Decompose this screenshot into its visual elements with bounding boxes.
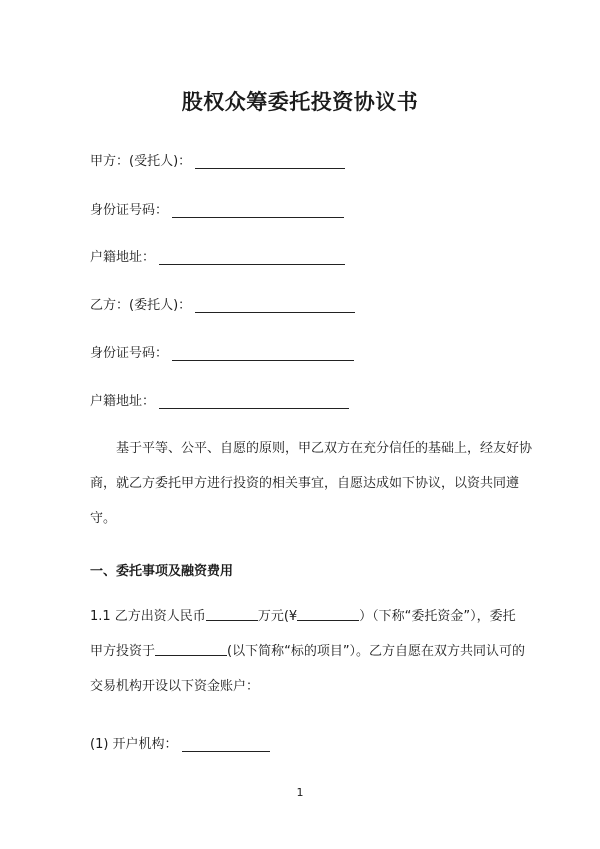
account-org-blank — [182, 739, 270, 752]
party-b-blank — [195, 300, 355, 313]
party-b-label: 乙方：(委托人)： — [90, 298, 192, 313]
clause-text: ）（下称“委托资金”），委托 — [359, 609, 516, 624]
address-b-blank — [159, 396, 349, 409]
clause-1-1-line-2 — [90, 634, 526, 669]
party-a-label: 甲方：(受托人)： — [90, 154, 192, 169]
account-org-label: (1) 开户机构： — [90, 737, 178, 752]
project-blank — [155, 643, 227, 656]
document-title: 股权众筹委托投资协议书 — [181, 90, 419, 114]
page-number: 1 — [296, 786, 304, 799]
address-b-field — [90, 390, 349, 409]
id-b-field — [90, 342, 354, 361]
account-org-field — [90, 733, 270, 752]
id-a-label: 身份证号码： — [90, 203, 169, 218]
id-a-field — [90, 199, 344, 218]
party-a-blank — [195, 156, 345, 169]
intro-line-2: 商，就乙方委托甲方进行投资的相关事宜，自愿达成如下协议，以资共同遵 — [90, 476, 520, 491]
clause-1-1-line-3: 交易机构开设以下资金账户： — [90, 679, 260, 694]
address-b-label: 户籍地址： — [90, 394, 156, 409]
amount-blank — [206, 608, 258, 621]
clause-text: (以下简称“标的项目”）。乙方自愿在双方共同认可的 — [227, 644, 526, 659]
intro-paragraph — [90, 431, 533, 536]
clause-text: 甲方投资于 — [90, 644, 156, 659]
id-a-blank — [172, 205, 344, 218]
address-a-label: 户籍地址： — [90, 250, 156, 265]
section-1-heading: 一、委托事项及融资费用 — [90, 564, 234, 579]
address-a-field — [90, 246, 345, 265]
clause-text: 万元(¥ — [257, 609, 298, 624]
clause-text: 1.1 乙方出资人民币 — [90, 609, 206, 624]
clause-1-1 — [90, 599, 526, 704]
id-b-blank — [172, 348, 354, 361]
party-a-field — [90, 150, 345, 169]
intro-line-1: 基于平等、公平、自愿的原则，甲乙双方在充分信任的基础上，经友好协 — [116, 441, 533, 456]
intro-line-3: 守。 — [90, 511, 117, 526]
party-b-field — [90, 294, 355, 313]
address-a-blank — [159, 252, 345, 265]
clause-1-1-line-1 — [90, 599, 515, 634]
id-b-label: 身份证号码： — [90, 346, 169, 361]
amount-figure-blank — [297, 608, 359, 621]
